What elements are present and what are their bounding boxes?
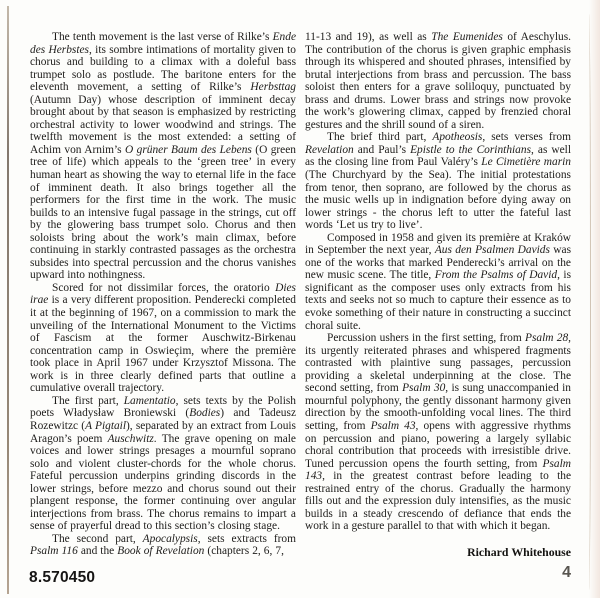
liner-notes — [30, 31, 571, 558]
page-number: 4 — [562, 564, 571, 581]
paragraph: Composed in 1958 and given its première at Kraków in September the next year, Aus den Psalmen Davids was one of the works that marked Penderecki’s arrival on the new music scene. The title, From the Psalms of David, is significant as the composer uses only extracts from his texts and seeks not so much to capture their essence as to evoke something of their nature in constructing a succinct choral suite. — [305, 231, 572, 332]
paragraph: The brief third part, Apotheosis, sets verses from Revelation and Paul’s Epistle to the Corinthians, as well as the closing line from Paul Valéry’s Le Cimetière marin (The Churchyard by the Sea). The initial protestations from tenor, then soprano, are followed by the chorus as the music wells up in indignation before dying away on lower strings - the chorus left to utter the fateful last words ‘Let us try to live’. — [305, 131, 572, 232]
text-column-left — [30, 31, 296, 558]
text-column-right — [305, 31, 571, 558]
page-spine-shadow — [7, 6, 9, 594]
paragraph: The tenth movement is the last verse of Rilke’s Ende des Herbstes, its sombre intimations of mortality given to chorus and building to a climax with a doleful bass trumpet solo as postlude. The baritone enters for the eleventh movement, a setting of Rilke’s Herbsttag (Autumn Day) whose description of imminent decay brought about by that season is emphasized by restricting orchestral activity to lower woodwind and strings. The twelfth movement is the most extended: a setting of Achim von Arnim’s O grüner Baum des Lebens (O green tree of life) which appeals to the ‘green tree’ in every human heart as showing the way to eternal life in the face of imminent death. It also brings together all the performers for the first time in the work. The music builds to an intensive fugal passage in the strings, cut off by the glowering bass trumpet solo. Chorus and then soloists bring about the work’s main climax, before continuing in starkly contrasted passages as the orchestra subsides into spectral percussion and the chorus vanishes upward into nothingness. — [30, 31, 296, 282]
catalog-number: 8.570450 — [29, 569, 96, 586]
paragraph: 11-13 and 19), as well as The Eumenides of Aeschylus. The contribution of the chorus is given graphic emphasis through its whispered and shouted phrases, intensified by brutal interjections from brass and percussion. The bass soloist then enters for a grave soliloquy, punctuated by brass and drums. Lower brass and strings now provoke the work’s glowering climax, capped by frenzied choral gestures and the shrill sound of a siren. — [305, 31, 571, 131]
paragraph: The second part, Apocalypsis, sets extracts from Psalm 116 and the Book of Revelation (chapters 2, 6, 7, — [30, 532, 296, 558]
author-signature: Richard Whitehouse — [467, 544, 571, 559]
paragraph: The first part, Lamentatio, sets texts by the Polish poets Władysław Broniewski (Bodies) and Tadeusz Rozewitzc (A Pigtail), separated by an extract from Louis Aragon’s poem Auschwitz. The grave opening on male voices and lower strings presages a mournful soprano solo and violent cluster-chords for the whole chorus. Fateful percussion underpins grinding discords in the lower strings, before mezzo and chorus sound out their plangent response, the former continuing over angular interjections from brass. The chorus remains to impart a sense of prayerful dread to this section’s closing stage. — [30, 394, 296, 533]
paragraph: Scored for not dissimilar forces, the oratorio Dies irae is a very different proposition. Penderecki completed it at the beginning of 1967, on a commission to mark the unveiling of the International Monument to the Victims of Fascism at the former Auschwitz-Birkenau concentration camp in Oswieçim, where the première took place in April 1967 under Krzysztof Missona. The work is in three clearly defined parts that outline a cumulative overall trajectory. — [30, 281, 296, 395]
paragraph: Percussion ushers in the first setting, from Psalm 28, its urgently reiterated phrases and whispered fragments contrasted with plaintive sung passages, percussion providing a skeletal underpinning at the close. The second setting, from Psalm 30, is sung unaccompanied in mournful polyphony, the gently dissonant harmony given direction by the smooth-unfolding vocal lines. The third setting, from Psalm 43, opens with aggressive rhythms on percussion and piano, powering a largely syllabic choral contribution that proceeds with irresistible drive. Tuned percussion opens the fourth setting, from Psalm 143, in the greatest contrast before leading to the restrained entry of the chorus. Gradually the harmony fills out and the expression duly intensifies, as the music builds in a steady crescendo of defiance that ends the work in a gesture parallel to that with which it began. — [305, 332, 572, 533]
page-edge-line — [587, 14, 591, 590]
